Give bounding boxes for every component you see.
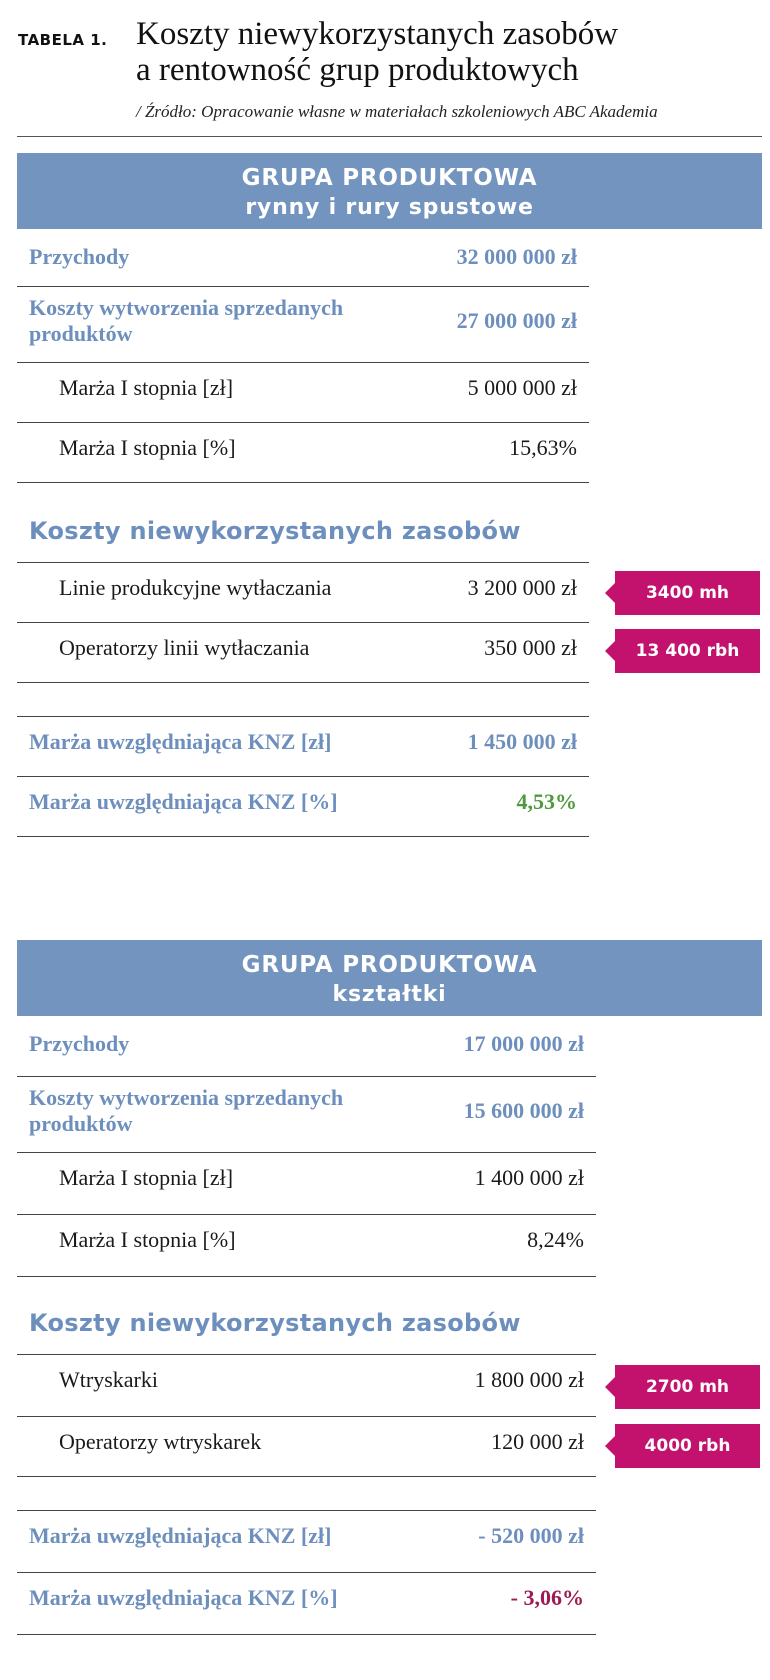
resource-hours-tag: 3400 mh bbox=[615, 571, 760, 615]
margin-pct-label: Marża I stopnia [%] bbox=[59, 435, 236, 460]
row-divider bbox=[17, 1476, 596, 1477]
group-banner-subtitle: rynny i rury spustowe bbox=[245, 195, 534, 220]
source-note: / Źródło: Opracowanie własne w materiałach szkoleniowych ABC Akademia bbox=[136, 102, 658, 121]
row-divider bbox=[17, 682, 589, 683]
cost-row bbox=[17, 1085, 596, 1145]
group-banner bbox=[17, 940, 762, 1016]
margin-zl-label: Marża I stopnia [zł] bbox=[59, 375, 234, 400]
revenue-row bbox=[17, 1031, 596, 1061]
row-divider bbox=[17, 836, 589, 837]
cost-label-line1: Koszty wytworzenia sprzedanych bbox=[29, 1085, 344, 1110]
margin-pct-value: 15,63% bbox=[509, 435, 577, 460]
margin-pct-label: Marża I stopnia [%] bbox=[59, 1227, 236, 1252]
knz-margin-pct-value: 4,53% bbox=[516, 789, 577, 814]
row-divider bbox=[17, 1416, 596, 1417]
knz-heading: Koszty niewykorzystanych zasobów bbox=[29, 517, 521, 545]
resource-label: Linie produkcyjne wytłaczania bbox=[59, 575, 332, 600]
row-divider bbox=[17, 776, 589, 777]
resource-label: Operatorzy linii wytłaczania bbox=[59, 635, 310, 660]
margin-zl-row bbox=[17, 1165, 596, 1195]
cost-row bbox=[17, 295, 589, 355]
knz-margin-zl-label: Marża uwzględniająca KNZ [zł] bbox=[29, 1523, 332, 1548]
row-divider bbox=[17, 482, 589, 483]
row-divider bbox=[17, 422, 589, 423]
margin-zl-value: 5 000 000 zł bbox=[467, 375, 577, 400]
cost-value: 15 600 000 zł bbox=[463, 1098, 584, 1123]
header-divider bbox=[17, 136, 762, 137]
cost-label-line1: Koszty wytworzenia sprzedanych bbox=[29, 295, 344, 320]
resource-label: Operatorzy wtryskarek bbox=[59, 1429, 262, 1454]
table-title-line1: Koszty niewykorzystanych zasobów bbox=[136, 16, 619, 52]
resource-value: 350 000 zł bbox=[484, 635, 577, 660]
margin-zl-label: Marża I stopnia [zł] bbox=[59, 1165, 234, 1190]
margin-zl-value: 1 400 000 zł bbox=[474, 1165, 584, 1190]
resource-value: 120 000 zł bbox=[491, 1429, 584, 1454]
resource-hours-tag: 4000 rbh bbox=[615, 1424, 760, 1468]
resource-value: 3 200 000 zł bbox=[467, 575, 577, 600]
margin-pct-row bbox=[17, 435, 589, 465]
row-divider bbox=[17, 1076, 596, 1077]
row-divider bbox=[17, 1152, 596, 1153]
knz-margin-pct-label: Marża uwzględniająca KNZ [%] bbox=[29, 1585, 338, 1610]
resource-row bbox=[17, 635, 589, 665]
cost-label-line2: produktów bbox=[29, 321, 133, 346]
margin-zl-row bbox=[17, 375, 589, 405]
product-group-fittings bbox=[17, 940, 762, 1660]
group-banner-title: GRUPA PRODUKTOWA bbox=[241, 952, 538, 978]
table-label: TABELA 1. bbox=[18, 31, 108, 49]
resource-row bbox=[17, 575, 589, 605]
resource-row bbox=[17, 1367, 596, 1397]
knz-margin-zl-row bbox=[17, 729, 589, 759]
group-banner bbox=[17, 153, 762, 229]
knz-margin-zl-value: 1 450 000 zł bbox=[467, 729, 577, 754]
knz-margin-pct-row bbox=[17, 789, 589, 819]
revenue-label: Przychody bbox=[29, 1031, 130, 1056]
table-title bbox=[136, 16, 618, 88]
revenue-label: Przychody bbox=[29, 244, 130, 269]
knz-margin-zl-label: Marża uwzględniająca KNZ [zł] bbox=[29, 729, 332, 754]
resource-label: Wtryskarki bbox=[59, 1367, 158, 1392]
row-divider bbox=[17, 1572, 596, 1573]
row-divider bbox=[17, 286, 589, 287]
row-divider bbox=[17, 1276, 596, 1277]
resource-row bbox=[17, 1429, 596, 1459]
knz-heading: Koszty niewykorzystanych zasobów bbox=[29, 1309, 521, 1337]
margin-pct-value: 8,24% bbox=[527, 1227, 584, 1252]
row-divider bbox=[17, 1214, 596, 1215]
cost-label-line2: produktów bbox=[29, 1111, 133, 1136]
row-divider bbox=[17, 716, 589, 717]
knz-margin-pct-row bbox=[17, 1585, 596, 1615]
knz-margin-zl-value: - 520 000 zł bbox=[478, 1523, 584, 1548]
revenue-value: 17 000 000 zł bbox=[463, 1031, 584, 1056]
resource-hours-tag: 13 400 rbh bbox=[615, 629, 760, 673]
row-divider bbox=[17, 1634, 596, 1635]
row-divider bbox=[17, 562, 589, 563]
group-banner-title: GRUPA PRODUKTOWA bbox=[241, 165, 538, 191]
row-divider bbox=[17, 622, 589, 623]
knz-margin-pct-label: Marża uwzględniająca KNZ [%] bbox=[29, 789, 338, 814]
resource-hours-tag: 2700 mh bbox=[615, 1365, 760, 1409]
row-divider bbox=[17, 1354, 596, 1355]
revenue-row bbox=[17, 244, 589, 274]
revenue-value: 32 000 000 zł bbox=[456, 244, 577, 269]
margin-pct-row bbox=[17, 1227, 596, 1257]
group-banner-subtitle: kształtki bbox=[332, 982, 447, 1007]
cost-value: 27 000 000 zł bbox=[456, 308, 577, 333]
product-group-gutters bbox=[17, 153, 762, 853]
knz-margin-pct-value: - 3,06% bbox=[510, 1585, 584, 1610]
row-divider bbox=[17, 362, 589, 363]
row-divider bbox=[17, 1510, 596, 1511]
knz-margin-zl-row bbox=[17, 1523, 596, 1553]
table-title-line2: a rentowność grup produktowych bbox=[136, 52, 579, 88]
resource-value: 1 800 000 zł bbox=[474, 1367, 584, 1392]
